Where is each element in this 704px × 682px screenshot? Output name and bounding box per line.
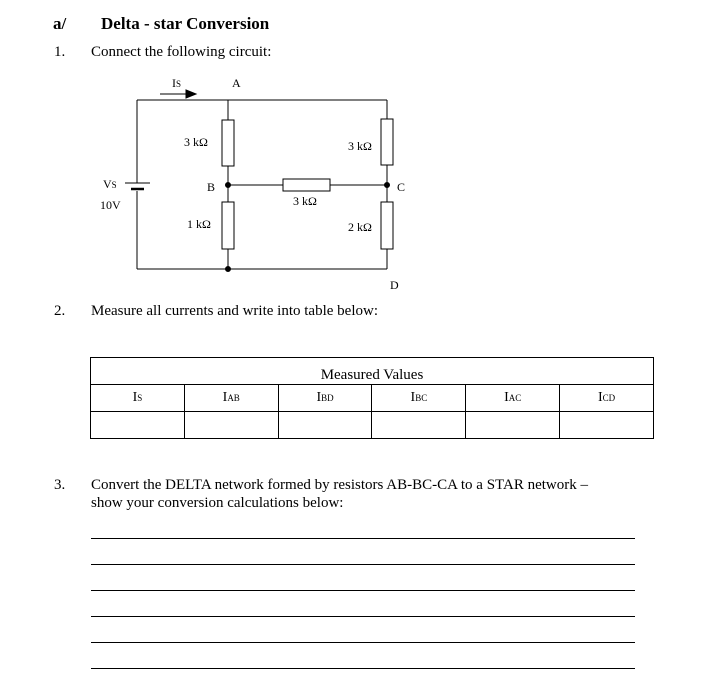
node-b-label: B (207, 180, 216, 194)
r-ac-label: 3 kΩ (348, 139, 372, 153)
vs-value-label: 10V (100, 198, 121, 212)
node-c-dot (385, 183, 390, 188)
value-cell-icd[interactable] (560, 412, 654, 439)
step-2-text: Measure all currents and write into table below: (91, 303, 378, 319)
battery-symbol (125, 183, 150, 189)
section-label: a/ (53, 14, 67, 33)
answer-line[interactable] (91, 564, 635, 565)
value-cell-iac[interactable] (466, 412, 560, 439)
column-header: IAB (184, 385, 278, 412)
column-header: IAC (466, 385, 560, 412)
node-d-dot (226, 267, 231, 272)
measured-values-table (90, 357, 654, 439)
step-1-text: Connect the following circuit: (91, 44, 272, 60)
circuit-wires (137, 100, 387, 269)
column-header: IBC (372, 385, 466, 412)
value-cell-is[interactable] (91, 412, 185, 439)
resistor-bd (222, 202, 234, 249)
answer-line[interactable] (91, 642, 635, 643)
node-c-label: C (397, 180, 406, 194)
node-b-dot (226, 183, 231, 188)
table-row (91, 412, 654, 439)
value-cell-ibd[interactable] (278, 412, 372, 439)
resistor-cd (381, 202, 393, 249)
table-column-headers (91, 385, 654, 412)
vs-label: VS (103, 177, 117, 191)
step-3-text-line-2: show your conversion calculations below: (91, 495, 344, 511)
value-cell-iab[interactable] (184, 412, 278, 439)
column-header: IS (91, 385, 185, 412)
r-bd-label: 1 kΩ (187, 217, 211, 231)
node-d-label: D (390, 278, 399, 292)
step-3-number: 3. (54, 477, 66, 493)
answer-line[interactable] (91, 616, 635, 617)
table-header: Measured Values (91, 358, 654, 385)
resistor-ab (222, 120, 234, 166)
resistor-ac (381, 119, 393, 165)
page-title: Delta - star Conversion (101, 14, 270, 33)
node-a-label: A (232, 76, 241, 90)
r-bc-label: 3 kΩ (293, 194, 317, 208)
column-header: IBD (278, 385, 372, 412)
resistor-bc (283, 179, 330, 191)
step-1-number: 1. (54, 44, 66, 60)
value-cell-ibc[interactable] (372, 412, 466, 439)
step-2-number: 2. (54, 303, 66, 319)
step-3-text-line-1: Convert the DELTA network formed by resistors AB-BC-CA to a STAR network – (91, 477, 588, 493)
current-arrow-icon (160, 90, 196, 98)
column-header: ICD (560, 385, 654, 412)
r-ab-label: 3 kΩ (184, 135, 208, 149)
current-is-label: IS (172, 76, 182, 90)
r-cd-label: 2 kΩ (348, 220, 372, 234)
answer-line[interactable] (91, 668, 635, 669)
answer-line[interactable] (91, 538, 635, 539)
answer-line[interactable] (91, 590, 635, 591)
